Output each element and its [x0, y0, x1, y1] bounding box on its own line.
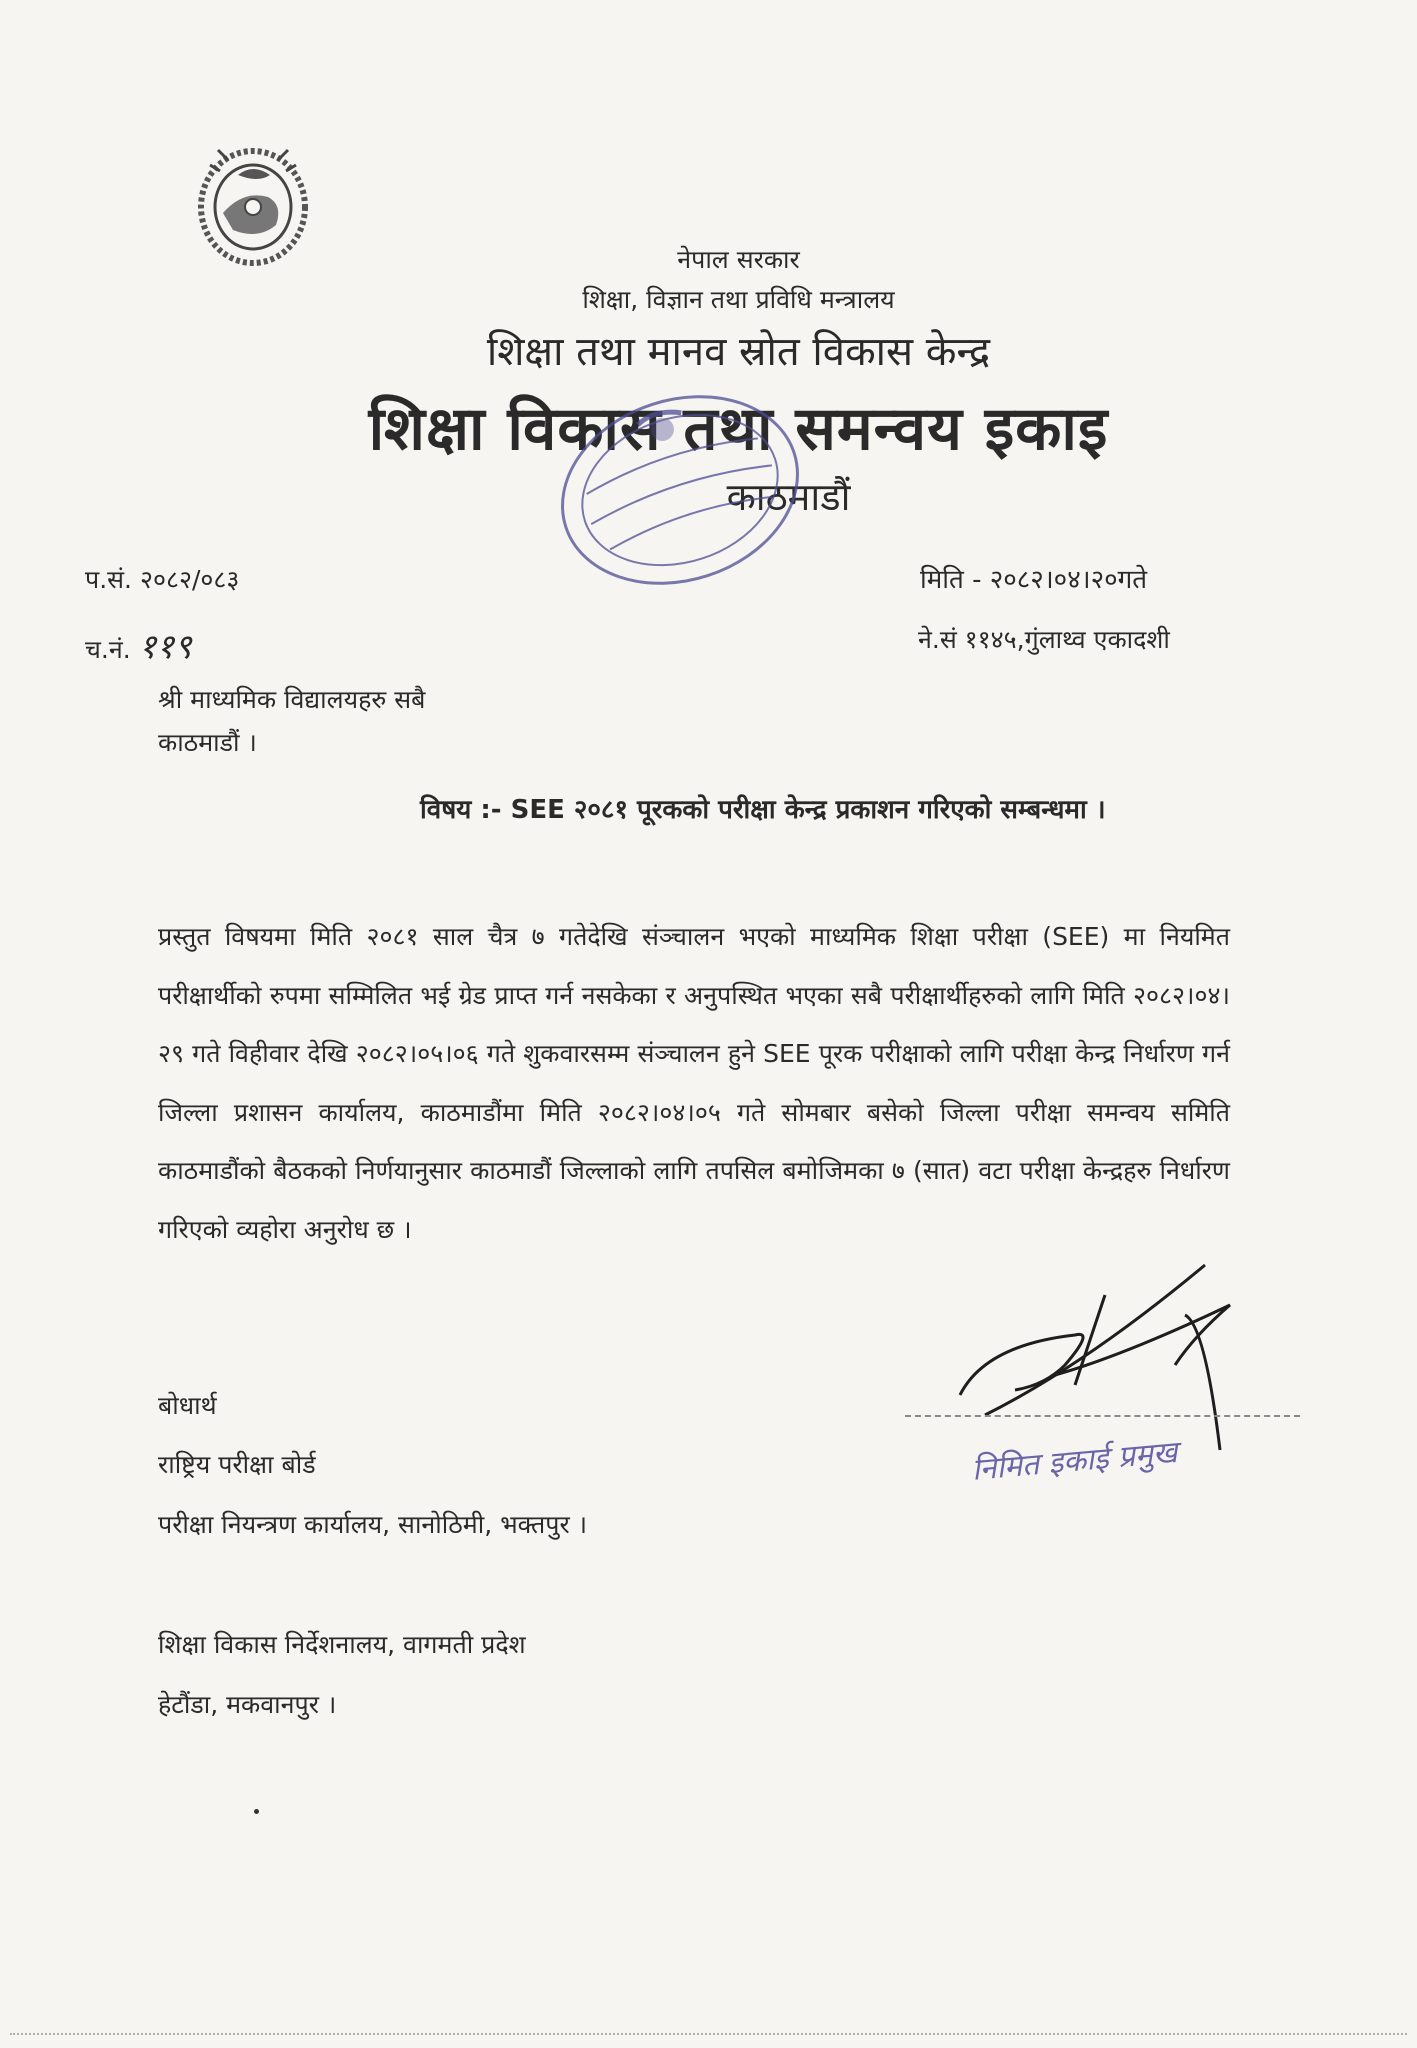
recipient-line-2: काठमाडौं ।: [158, 728, 257, 757]
page-edge-line: [10, 2033, 1407, 2035]
cc-label: बोधार्थ: [158, 1391, 217, 1420]
reference-number: प.सं. २०८२/०८३: [85, 565, 240, 594]
subject-line: विषय :- SEE २०८१ पूरकको परीक्षा केन्द्र प्रकाशन गरिएको सम्बन्धमा ।: [420, 795, 1106, 825]
cc-item: हेटौंडा, मकवानपुर ।: [158, 1690, 337, 1719]
signatory-designation-stamp: निमित इकाई प्रमुख: [970, 1435, 1179, 1488]
dispatch-number: [85, 622, 192, 668]
letter-date: मिति - २०८२।०४।२०गते: [920, 565, 1148, 595]
dispatch-value: ११९: [138, 627, 192, 667]
cc-item: शिक्षा विकास निर्देशनालय, वागमती प्रदेश: [158, 1630, 526, 1659]
recipient-line-1: श्री माध्यमिक विद्यालयहरु सबै: [158, 685, 426, 714]
stray-mark: [254, 1809, 259, 1814]
handwritten-signature: [945, 1255, 1290, 1455]
header-unit: शिक्षा विकास तथा समन्वय इकाइ: [368, 394, 1109, 464]
signature-line: [905, 1415, 1300, 1417]
header-ministry: शिक्षा, विज्ञान तथा प्रविधि मन्त्रालय: [582, 285, 895, 314]
body-paragraph: प्रस्तुत विषयमा मिति २०८१ साल चैत्र ७ गतेदेखि संञ्चालन भएको माध्यमिक शिक्षा परीक्षा (SEE) मा नियमित परीक्षार्थीको रुपमा सम्मिलित भई ग्रेड प्राप्त गर्न नसकेका र अनुपस्थित भएका सबै परीक्षार्थीहरुको लागि मिति २०८२।०४।२९ गते विहीवार देखि २०८२।०५।०६ गते शुकवारसम्म संञ्चालन हुने SEE पूरक परीक्षाको लागि परीक्षा केन्द्र निर्धारण गर्न जिल्ला प्रशासन कार्यालय, काठमाडौंमा मिति २०८२।०४।०५ गते सोमबार बसेको जिल्ला परीक्षा समन्वय समिति काठमाडौंको बैठकको निर्णयानुसार काठमाडौं जिल्लाको लागि तपसिल बमोजिमका ७ (सात) वटा परीक्षा केन्द्रहरु निर्धारण गरिएको व्यहोरा अनुरोध छ ।: [158, 922, 1230, 1244]
header-center: शिक्षा तथा मानव स्रोत विकास केन्द्र: [486, 329, 991, 375]
cc-item: परीक्षा नियन्त्रण कार्यालय, सानोठिमी, भक्तपुर ।: [158, 1510, 588, 1539]
nepal-samvat-date: ने.सं ११४५,गुंलाथ्व एकादशी: [918, 625, 1170, 654]
office-round-stamp: [530, 375, 830, 605]
header-government: नेपाल सरकार: [677, 245, 800, 274]
cc-item: राष्ट्रिय परीक्षा बोर्ड: [158, 1450, 316, 1479]
header-city: काठमाडौं: [726, 475, 851, 519]
dispatch-label: च.नं.: [85, 635, 131, 664]
